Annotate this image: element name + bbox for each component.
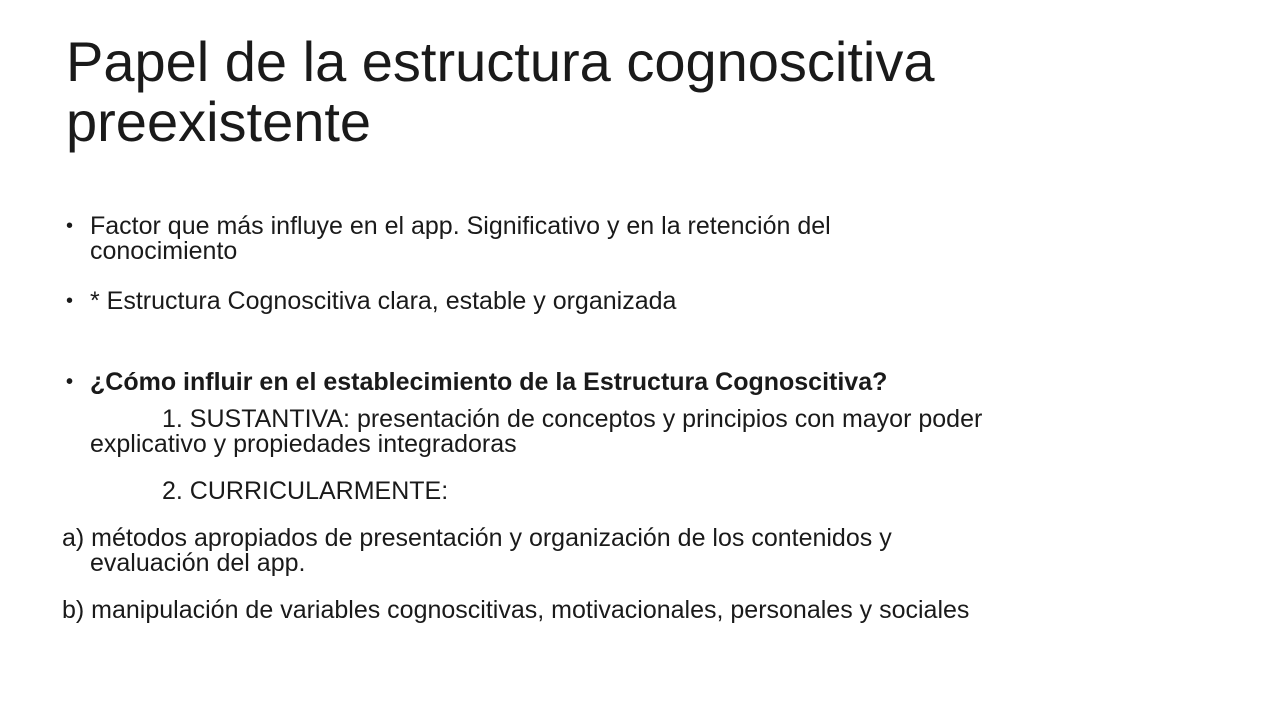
- list-item-a: [62, 526, 1232, 576]
- bullet-item-factor: [62, 214, 1232, 264]
- bullet-text-line: ¿Cómo influir en el establecimiento de la Estructura Cognoscitiva?: [90, 368, 888, 396]
- bullet-item-question: [62, 370, 1232, 395]
- bullet-dot-icon: •: [66, 371, 74, 393]
- list-item-text-line: a) métodos apropiados de presentación y organización de los contenidos y: [62, 524, 892, 552]
- slide-title-line-2: preexistente: [66, 90, 372, 153]
- list-item-text-line: b) manipulación de variables cognoscitivas, motivacionales, personales y sociales: [62, 596, 970, 624]
- slide-body: [62, 214, 1232, 623]
- bullet-text-line: * Estructura Cognoscitiva clara, estable y organizada: [90, 287, 677, 315]
- sub-item-text-line: explicativo y propiedades integradoras: [90, 430, 517, 458]
- sub-item-text-line: 2. CURRICULARMENTE:: [162, 477, 449, 505]
- bullet-text-line: conocimiento: [90, 237, 238, 265]
- list-item-text-line: evaluación del app.: [90, 549, 306, 577]
- bullet-dot-icon: •: [66, 290, 74, 312]
- bullet-text-line: Factor que más influye en el app. Significativo y en la retención del: [90, 212, 831, 240]
- sub-item-curricularmente: [62, 479, 1232, 504]
- bullet-item-estructura: [62, 289, 1232, 314]
- sub-item-text-line: 1. SUSTANTIVA: presentación de conceptos y principios con mayor poder: [162, 405, 983, 433]
- slide-title: [66, 32, 1216, 152]
- slide-title-line-1: Papel de la estructura cognoscitiva: [66, 30, 935, 93]
- sub-item-sustantiva: [62, 407, 1232, 457]
- list-item-b: [62, 598, 1232, 623]
- bullet-dot-icon: •: [66, 215, 74, 237]
